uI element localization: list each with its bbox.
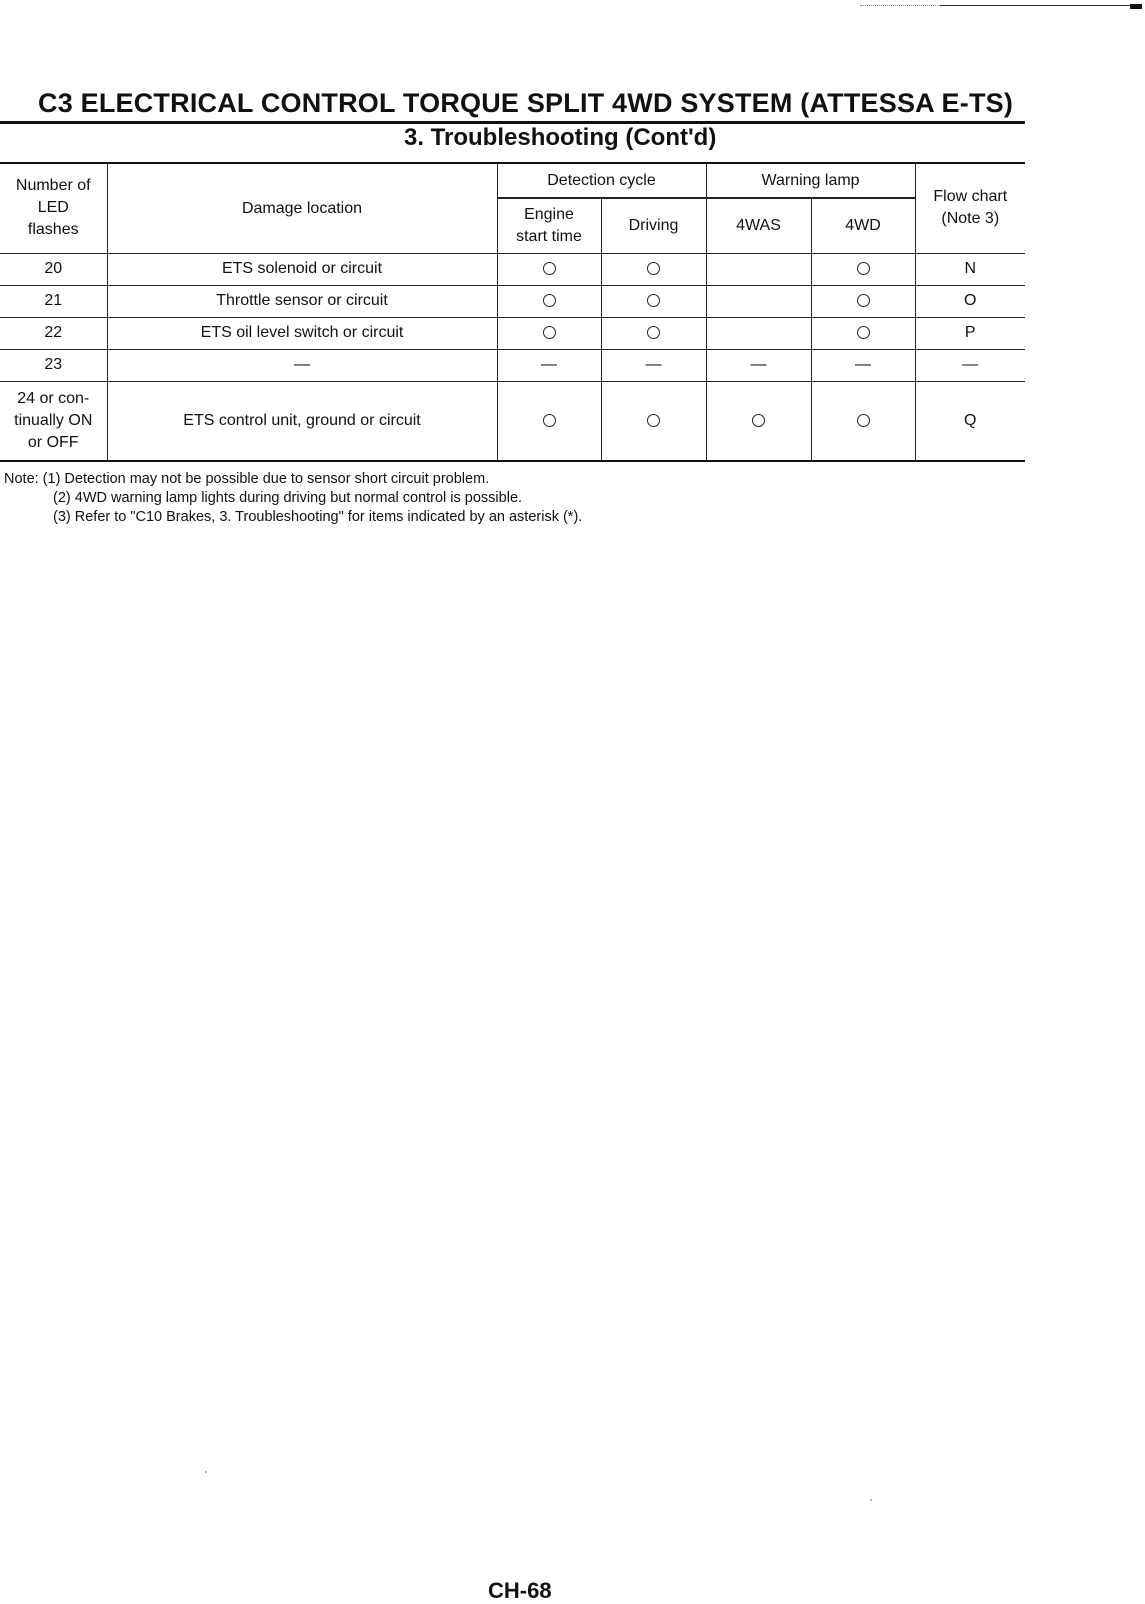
cell-number-line1: 24 or con- — [17, 389, 90, 407]
col-header-4was: 4WAS — [706, 198, 811, 253]
cell-number-line3: or OFF — [27, 433, 79, 451]
cell-location: ETS control unit, ground or circuit — [107, 381, 497, 461]
cell-4was — [706, 381, 811, 461]
note-3: (3) Refer to "C10 Brakes, 3. Troubleshooting" for items indicated by an asterisk (*). — [53, 509, 583, 525]
circle-mark — [647, 414, 660, 427]
cell-driving — [601, 253, 706, 285]
note-2: (2) 4WD warning lamp lights during driving but normal control is possible. — [53, 490, 523, 506]
circle-mark — [543, 294, 556, 307]
cell-number: 21 — [0, 285, 107, 317]
troubleshooting-table — [0, 162, 1025, 462]
cell-flow: Q — [915, 381, 1025, 461]
cell-flow: — — [915, 349, 1025, 381]
scan-speck — [870, 1499, 872, 1501]
cell-engine: — — [497, 349, 601, 381]
table-row — [0, 253, 1025, 285]
cell-flow: N — [915, 253, 1025, 285]
circle-mark — [543, 262, 556, 275]
sub-title: 3. Troubleshooting (Cont'd) — [404, 124, 717, 151]
col-header-detection-cycle: Detection cycle — [497, 163, 706, 198]
circle-mark — [647, 294, 660, 307]
cell-4wd — [811, 381, 915, 461]
circle-mark — [857, 326, 870, 339]
cell-location: ETS oil level switch or circuit — [107, 317, 497, 349]
col-header-4wd: 4WD — [811, 198, 915, 253]
col-header-warning-lamp: Warning lamp — [706, 163, 915, 198]
cell-4wd — [811, 317, 915, 349]
notes — [4, 470, 904, 527]
circle-mark — [543, 414, 556, 427]
col-header-flow-chart-line1: Flow chart — [933, 188, 1008, 206]
cell-number-line2: tinually ON — [14, 411, 93, 429]
table-row — [0, 349, 1025, 381]
scan-speck — [205, 1471, 207, 1473]
col-header-damage-location: Damage location — [107, 163, 497, 253]
cell-engine — [497, 253, 601, 285]
circle-mark — [857, 294, 870, 307]
cell-engine — [497, 381, 601, 461]
circle-mark — [857, 414, 870, 427]
cell-4was — [706, 317, 811, 349]
cell-4wd — [811, 285, 915, 317]
top-dotted-rule — [860, 5, 940, 6]
circle-mark — [752, 414, 765, 427]
cell-engine — [497, 317, 601, 349]
col-header-flow-chart — [915, 163, 1025, 253]
col-header-number-line3: flashes — [27, 221, 79, 239]
circle-mark — [857, 262, 870, 275]
page-number: CH-68 — [488, 1578, 552, 1603]
circle-mark — [647, 326, 660, 339]
cell-4wd: — — [811, 349, 915, 381]
cell-driving — [601, 381, 706, 461]
table-row — [0, 285, 1025, 317]
cell-location: ETS solenoid or circuit — [107, 253, 497, 285]
circle-mark — [647, 262, 660, 275]
cell-number: 23 — [0, 349, 107, 381]
col-header-number-line2: LED — [37, 199, 69, 217]
cell-number: 20 — [0, 253, 107, 285]
note-1: Note: (1) Detection may not be possible due to sensor short circuit problem. — [4, 471, 490, 487]
cell-4was: — — [706, 349, 811, 381]
cell-flow: P — [915, 317, 1025, 349]
cell-driving: — — [601, 349, 706, 381]
cell-4was — [706, 285, 811, 317]
cell-driving — [601, 317, 706, 349]
cell-location: Throttle sensor or circuit — [107, 285, 497, 317]
col-header-number — [0, 163, 107, 253]
col-header-driving: Driving — [601, 198, 706, 253]
circle-mark — [543, 326, 556, 339]
col-header-flow-chart-line2: (Note 3) — [941, 210, 1000, 228]
cell-engine — [497, 285, 601, 317]
corner-mark — [1130, 4, 1142, 9]
section-title: C3 ELECTRICAL CONTROL TORQUE SPLIT 4WD SYSTEM (ATTESSA E-TS) — [38, 88, 1014, 118]
col-header-engine-line1: Engine — [524, 205, 574, 223]
cell-flow: O — [915, 285, 1025, 317]
col-header-engine-line2: start time — [516, 227, 582, 245]
col-header-number-line1: Number of — [15, 177, 91, 195]
table-row — [0, 317, 1025, 349]
table-row — [0, 381, 1025, 461]
col-header-engine-start — [497, 198, 601, 253]
cell-4was — [706, 253, 811, 285]
cell-location: — — [107, 349, 497, 381]
cell-driving — [601, 285, 706, 317]
cell-4wd — [811, 253, 915, 285]
cell-number: 22 — [0, 317, 107, 349]
top-rule — [940, 5, 1142, 6]
cell-number — [0, 381, 107, 461]
